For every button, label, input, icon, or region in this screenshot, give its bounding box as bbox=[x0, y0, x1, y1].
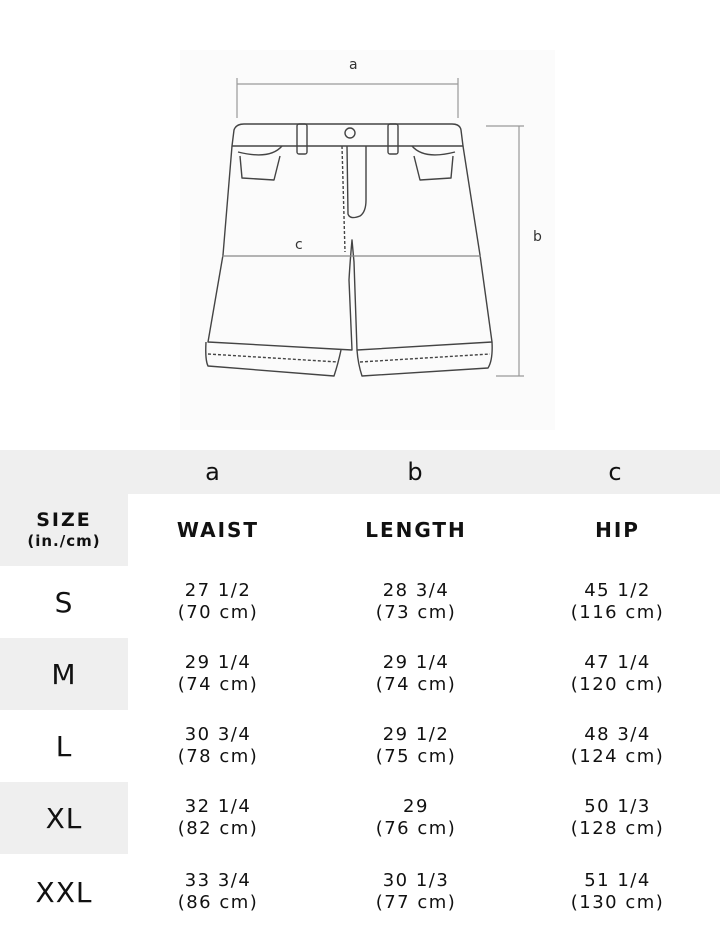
waist-value-xl: 32 1/4 (82 cm) bbox=[177, 795, 259, 839]
length-value-l: 29 1/2 (75 cm) bbox=[375, 723, 457, 767]
size-header-cell bbox=[0, 494, 128, 566]
size-header-unit: (in./cm) bbox=[27, 531, 101, 550]
hip-value-m: 47 1/4 (120 cm) bbox=[570, 651, 665, 695]
length-value-xl: 29 (76 cm) bbox=[375, 795, 457, 839]
column-letter-b: b bbox=[407, 458, 423, 486]
waist-value-s: 27 1/2 (70 cm) bbox=[177, 579, 259, 623]
size-label-xl: XL bbox=[0, 782, 128, 854]
size-label-xxl: XXL bbox=[35, 875, 93, 909]
waist-value-l: 30 3/4 (78 cm) bbox=[177, 723, 259, 767]
shorts-illustration bbox=[0, 0, 720, 450]
dimension-b-label: b bbox=[533, 229, 542, 245]
hip-value-xxl: 51 1/4 (130 cm) bbox=[570, 869, 665, 913]
hip-value-s: 45 1/2 (116 cm) bbox=[570, 579, 665, 623]
waist-value-xxl: 33 3/4 (86 cm) bbox=[177, 869, 259, 913]
column-letter-a: a bbox=[205, 458, 220, 486]
column-letter-c: c bbox=[608, 458, 622, 486]
dimension-c-label: c bbox=[295, 237, 303, 253]
size-label-s: S bbox=[54, 585, 74, 619]
column-header-length: LENGTH bbox=[365, 518, 467, 542]
shorts-diagram bbox=[0, 0, 720, 450]
hip-value-l: 48 3/4 (124 cm) bbox=[570, 723, 665, 767]
column-header-hip: HIP bbox=[595, 518, 640, 542]
length-value-m: 29 1/4 (74 cm) bbox=[375, 651, 457, 695]
dimension-a-label: a bbox=[349, 57, 358, 73]
waist-value-m: 29 1/4 (74 cm) bbox=[177, 651, 259, 695]
diagram-background bbox=[180, 50, 555, 430]
size-header-title: SIZE bbox=[36, 509, 92, 532]
size-label-l: L bbox=[55, 729, 73, 763]
hip-value-xl: 50 1/3 (128 cm) bbox=[570, 795, 665, 839]
size-label-m: M bbox=[0, 638, 128, 710]
size-chart-table bbox=[0, 450, 720, 930]
length-value-xxl: 30 1/3 (77 cm) bbox=[375, 869, 457, 913]
column-header-waist: WAIST bbox=[176, 518, 260, 542]
length-value-s: 28 3/4 (73 cm) bbox=[375, 579, 457, 623]
